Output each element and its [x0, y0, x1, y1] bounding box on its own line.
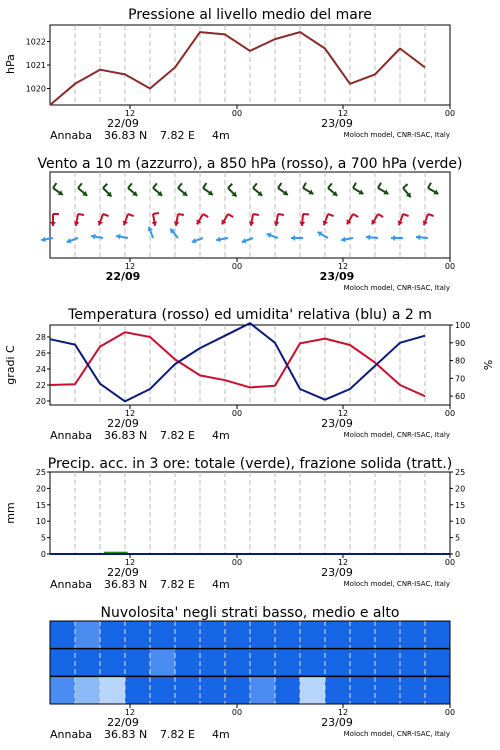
wind-barb-feather [153, 183, 157, 188]
wind-barb-bottom [67, 238, 78, 244]
wind-barb-head [391, 235, 395, 241]
wind-tick-label: 12 [124, 262, 136, 271]
pressure-date-label: 23/09 [321, 117, 353, 130]
temp-ytick-label: 20 [35, 397, 46, 406]
cloud-cell-alto [125, 621, 151, 649]
wind-barb-middle [123, 214, 134, 225]
wind-barb-top [353, 183, 363, 195]
wind-barb-middle [221, 214, 233, 224]
clouds-tick-label: 12 [337, 708, 349, 717]
cloud-cell-basso [175, 676, 201, 704]
wind-barb-feather [228, 184, 232, 188]
cloud-cell-medio [50, 649, 76, 677]
cloud-cell-alto [375, 621, 401, 649]
humidity-ylabel: % [482, 359, 495, 371]
humidity-line [50, 323, 425, 401]
model-credit: Moloch model, CNR-ISAC, Italy [343, 431, 450, 439]
temp-ytick-right-label: 90 [455, 338, 466, 348]
wind-barb-feather [303, 183, 306, 188]
location-elev: 4m [212, 578, 230, 591]
wind-barb-top [303, 183, 313, 195]
wind-barb-bottom [41, 236, 53, 242]
wind-barb-feather [303, 214, 309, 215]
cloud-cell-medio [225, 649, 251, 677]
wind-barb-bottom [242, 238, 253, 244]
wind-barb-bottom [391, 235, 403, 241]
location-elev: 4m [212, 728, 230, 741]
precip-tick-label: 00 [444, 558, 456, 567]
wind-barb-feather [203, 214, 208, 217]
cloud-cell-basso [250, 676, 276, 704]
precip-ytick-right-label: 25 [455, 468, 466, 477]
wind-barb-head [366, 234, 370, 240]
location-lat: 36.83 N [104, 578, 148, 591]
wind-barb-feather [403, 184, 408, 188]
wind-barb-bottom [216, 236, 228, 242]
cloud-cell-medio [125, 649, 151, 677]
precip-tick-label: 12 [124, 558, 136, 567]
cloud-cell-medio [175, 649, 201, 677]
wind-barb-bottom [192, 238, 203, 244]
precip-ytick-label: 15 [35, 500, 46, 510]
model-credit: Moloch model, CNR-ISAC, Italy [343, 131, 450, 139]
model-credit: Moloch model, CNR-ISAC, Italy [343, 730, 450, 738]
wind-barb-head [50, 222, 56, 226]
precip-ytick-label: 5 [40, 533, 46, 543]
temp-ytick-right-label: 70 [455, 374, 466, 384]
precip-ytick-label: 10 [35, 517, 46, 527]
wind-barb-middle [371, 214, 383, 224]
wind-barb-top [328, 183, 337, 195]
cloud-cell-alto [250, 621, 276, 649]
wind-barb-middle [299, 214, 309, 226]
model-credit: Moloch model, CNR-ISAC, Italy [343, 580, 450, 588]
wind-barb-middle [323, 214, 334, 225]
wind-barb-feather [328, 214, 334, 216]
wind-barb-feather [278, 183, 281, 188]
wind-barb-top [428, 183, 438, 195]
precip-ytick-right-label: 20 [455, 484, 466, 494]
precip-ylabel: mm [4, 502, 17, 524]
cloud-cell-alto [175, 621, 201, 649]
cloud-cell-basso [200, 676, 226, 704]
wind-date-label: 22/09 [105, 270, 141, 283]
cloud-cell-medio [275, 649, 301, 677]
wind-barb-middle [346, 214, 358, 224]
wind-barb-bottom [366, 234, 378, 240]
wind-barb-feather [278, 214, 284, 215]
cloud-cell-basso [375, 676, 401, 704]
wind-barb-bottom [318, 231, 328, 238]
wind-barb-bottom [170, 229, 178, 238]
wind-barb-feather [203, 183, 206, 188]
temp-date-label: 22/09 [107, 417, 139, 430]
cloud-cell-basso [325, 676, 351, 704]
clouds-date-label: 23/09 [321, 716, 353, 729]
temp-ytick-right-label: 100 [455, 321, 471, 330]
wind-barb-middle [50, 214, 59, 226]
temp-tick-label: 00 [231, 409, 243, 418]
precip-ytick-label: 25 [35, 468, 46, 477]
cloud-cell-alto [325, 621, 351, 649]
wind-barb-feather [253, 183, 257, 188]
wind-barb-feather [428, 214, 434, 216]
location-name: Annaba [50, 129, 92, 142]
wind-barb-top [128, 183, 137, 195]
location-lon: 7.82 E [160, 578, 195, 591]
cloud-cell-alto [350, 621, 376, 649]
cloud-cell-medio [300, 649, 326, 677]
location-elev: 4m [212, 429, 230, 442]
pressure-line [50, 32, 425, 105]
wind-date-label: 23/09 [319, 270, 355, 283]
cloud-cell-medio [400, 649, 426, 677]
cloud-cell-alto [300, 621, 326, 649]
temp-title: Temperatura (rosso) ed umidita' relativa (blu) a 2 m [68, 307, 432, 323]
cloud-cell-medio [200, 649, 226, 677]
cloud-cell-alto [200, 621, 226, 649]
cloud-cell-alto [275, 621, 301, 649]
wind-barb-bottom [416, 234, 428, 240]
temp-ylabel: gradi C [4, 345, 17, 385]
pressure-tick-label: 12 [124, 109, 136, 118]
pressure-tick-label: 00 [444, 109, 456, 118]
clouds-title: Nuvolosita' negli strati basso, medio e alto [100, 605, 400, 621]
wind-barb-top [178, 183, 187, 195]
precip-ytick-right-label: 15 [455, 500, 466, 510]
pressure-ytick-label: 1022 [25, 37, 46, 47]
wind-barb-head [416, 234, 420, 240]
temp-ytick-right-label: 60 [455, 392, 466, 402]
temp-tick-label: 12 [124, 409, 136, 418]
wind-barb-top [78, 183, 87, 195]
clouds-date-label: 22/09 [107, 716, 139, 729]
cloud-cell-basso [125, 676, 151, 704]
wind-barb-feather [128, 183, 132, 188]
wind-barb-feather [153, 213, 159, 214]
wind-barb-feather [378, 183, 381, 188]
wind-barb-top [203, 183, 213, 195]
wind-barb-middle [398, 214, 409, 225]
wind-barb-feather [378, 214, 383, 217]
temp-tick-label: 12 [337, 409, 349, 418]
location-lon: 7.82 E [160, 129, 195, 142]
wind-barb-feather [353, 183, 356, 188]
cloud-cell-basso [225, 676, 251, 704]
wind-barb-top [153, 183, 162, 195]
cloud-cell-basso [400, 676, 426, 704]
temp-ytick-label: 26 [35, 349, 46, 358]
pressure-ytick-label: 1020 [25, 84, 46, 94]
precip-title: Precip. acc. in 3 ore: totale (verde), frazione solida (tratt.) [47, 456, 453, 472]
wind-barb-top [228, 184, 236, 197]
clouds-tick-label: 00 [444, 708, 456, 717]
cloud-cell-medio [250, 649, 276, 677]
cloud-cell-basso [425, 676, 451, 704]
wind-barb-feather [78, 214, 84, 215]
cloud-cell-medio [325, 649, 351, 677]
location-name: Annaba [50, 429, 92, 442]
pressure-tick-label: 12 [337, 109, 349, 118]
wind-tick-label: 00 [231, 262, 243, 271]
temp-ytick-label: 22 [35, 381, 46, 390]
temp-tick-label: 00 [444, 409, 456, 418]
wind-barb-feather [128, 214, 134, 216]
location-elev: 4m [212, 129, 230, 142]
wind-barb-feather [403, 214, 409, 216]
wind-barb-feather [78, 183, 82, 188]
wind-barb-middle [196, 214, 208, 224]
precip-ytick-right-label: 10 [455, 517, 466, 527]
clouds-tick-label: 12 [124, 708, 136, 717]
wind-barb-top [278, 183, 288, 195]
location-lat: 36.83 N [104, 129, 148, 142]
pressure-title: Pressione al livello medio del mare [128, 7, 372, 23]
precip-date-label: 22/09 [107, 566, 139, 579]
precip-tick-label: 00 [231, 558, 243, 567]
cloud-cell-basso [100, 676, 126, 704]
wind-tick-label: 00 [444, 262, 456, 271]
wind-tick-label: 12 [337, 262, 349, 271]
cloud-cell-alto [150, 621, 176, 649]
wind-barb-feather [178, 214, 184, 215]
wind-barb-top [253, 183, 262, 195]
wind-barb-feather [253, 214, 259, 215]
cloud-cell-basso [50, 676, 76, 704]
cloud-cell-basso [350, 676, 376, 704]
location-name: Annaba [50, 728, 92, 741]
temp-date-label: 23/09 [321, 417, 353, 430]
cloud-cell-alto [100, 621, 126, 649]
wind-barb-bottom [291, 235, 303, 241]
pressure-ylabel: hPa [4, 54, 17, 74]
cloud-cell-medio [425, 649, 451, 677]
clouds-tick-label: 00 [231, 708, 243, 717]
wind-barb-top [103, 184, 111, 197]
precip-tick-label: 12 [337, 558, 349, 567]
cloud-cell-medio [100, 649, 126, 677]
precip-ytick-label: 0 [40, 550, 46, 559]
wind-barb-head [291, 235, 295, 241]
cloud-cell-basso [150, 676, 176, 704]
cloud-cell-medio [350, 649, 376, 677]
temp-ytick-label: 28 [35, 333, 46, 342]
pressure-ytick-label: 1021 [25, 61, 46, 70]
wind-barb-feather [103, 214, 109, 216]
cloud-cell-medio [375, 649, 401, 677]
precip-ytick-right-label: 0 [455, 550, 461, 559]
cloud-cell-alto [400, 621, 426, 649]
wind-barb-bottom [267, 233, 278, 239]
wind-title: Vento a 10 m (azzurro), a 850 hPa (rosso), a 700 hPa (verde) [37, 156, 463, 172]
wind-barb-bottom [341, 236, 353, 242]
temp-ytick-label: 24 [35, 365, 46, 374]
wind-barb-top [403, 184, 411, 197]
precip-ytick-right-label: 5 [455, 533, 461, 543]
wind-barb-feather [328, 183, 332, 188]
cloud-cell-alto [50, 621, 76, 649]
precip-ytick-label: 20 [35, 484, 46, 494]
wind-barb-bottom [91, 234, 103, 240]
cloud-cell-basso [75, 676, 101, 704]
model-credit: Moloch model, CNR-ISAC, Italy [343, 284, 450, 292]
cloud-cell-alto [425, 621, 451, 649]
cloud-cell-alto [75, 621, 101, 649]
pressure-tick-label: 00 [231, 109, 243, 118]
cloud-cell-basso [275, 676, 301, 704]
pressure-date-label: 22/09 [107, 117, 139, 130]
location-lat: 36.83 N [104, 429, 148, 442]
wind-barb-feather [228, 214, 233, 217]
wind-barb-feather [178, 183, 182, 188]
cloud-cell-basso [300, 676, 326, 704]
wind-barb-feather [103, 184, 107, 188]
wind-barb-feather [428, 183, 431, 188]
cloud-cell-medio [150, 649, 176, 677]
temperature-line [50, 332, 425, 396]
wind-barb-feather [353, 214, 358, 217]
location-lat: 36.83 N [104, 728, 148, 741]
temp-ytick-right-label: 80 [455, 356, 466, 366]
wind-barb-middle [98, 214, 109, 225]
wind-barb-middle [151, 213, 158, 226]
location-lon: 7.82 E [160, 728, 195, 741]
wind-barb-feather [53, 183, 56, 188]
location-lon: 7.82 E [160, 429, 195, 442]
cloud-cell-medio [75, 649, 101, 677]
wind-barb-top [378, 183, 388, 195]
wind-barb-top [53, 183, 63, 195]
location-name: Annaba [50, 578, 92, 591]
wind-barb-bottom [116, 234, 128, 240]
wind-barb-middle [423, 214, 434, 225]
cloud-cell-alto [225, 621, 251, 649]
precip-date-label: 23/09 [321, 566, 353, 579]
